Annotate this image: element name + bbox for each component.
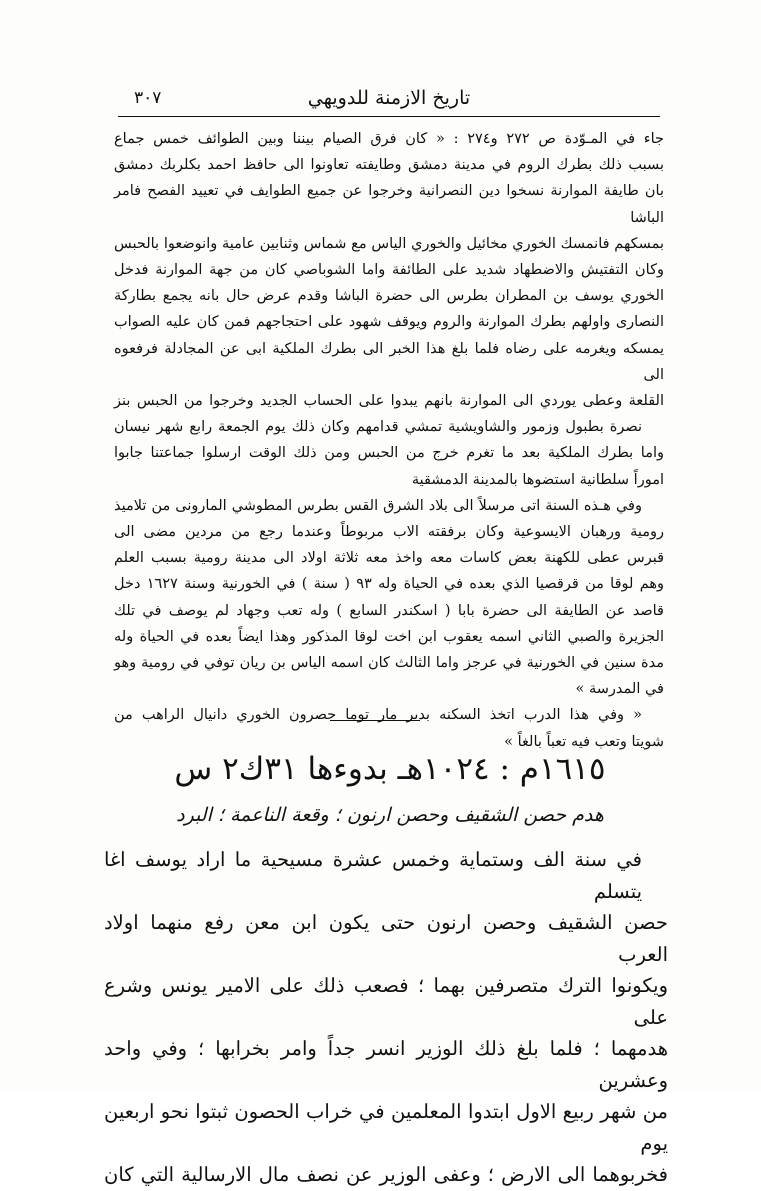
text-line: الخوري يوسف بن المطران بطرس الى حضرة الباشا وقدم عرض حال بانه يجمع بطاركة [114, 288, 664, 305]
text-line: فخربوهما الى الارض ؛ وعفى الوزير عن نصف مال الارسالية التي كان [104, 1163, 668, 1186]
text-line: جاء في المـوّدة ص ٢٧٢ و٢٧٤ : « كان فرق الصيام بيننا وبين الطوائف خمس جماع [114, 131, 664, 147]
text-line: يمسكه ويغرمه على رضاه فلما بلغ هذا الخبر الى بطرك الملكية ابى عن المجادلة فرفعوه الى [114, 340, 664, 383]
text-line: شويتا وتعب فيه تعباً بالغاً » [504, 733, 664, 750]
footnote-block [114, 126, 664, 755]
text-line: الجزيرة والصبي الثاني اسمه يعقوب ابن اخت لوقا المذكور وهذا ايضاً بعده في الحياة وله [114, 628, 664, 645]
footnote-paragraph-1 [114, 126, 664, 493]
text-line: وهم لوقا من قرقصيا الذي بعده في الحياة وله ٩٣ ( سنة ) في الخورنية وسنة ١٦٢٧ دخل [114, 576, 664, 593]
text-line: في المدرسة » [575, 681, 664, 698]
text-line: من شهر ربيع الاول ابتدوا المعلمين في خراب الحصون ثبتوا نحو اربعين يوم [104, 1100, 668, 1155]
text-line: واما بطرك الملكية بعد ما تغرم خرج من الحبس ومن ذلك الوقت ارسلوا جماعتنا جابوا [114, 445, 664, 462]
text-line: نصرة بطبول وزمور والشاويشية تمشي قدامهم وكان ذلك يوم الجمعة رابع شهر نيسان [114, 419, 642, 436]
text-line: رومية ورهبان الايسوعية وكان برفقته الاب مربوطاً وعندما رجع من مردين مضى الى [114, 524, 664, 541]
text-line: ويكونوا الترك متصرفين بهما ؛ فصعب ذلك على الامير يونس وشرع على [104, 974, 668, 1029]
text-line: قاصد عن الطايفة الى حضرة بابا ( اسكندر السابع ) وله تعب وجهاد لم يوصف في تلك [114, 602, 664, 619]
section-divider [330, 720, 420, 721]
year-heading: ١٦١٥م : ١٠٢٤هـ بدوءها ٣١ك٢ س [174, 751, 606, 787]
main-paragraph [104, 844, 668, 1191]
text-line: بمسكهم فانمسك الخوري مخائيل والخوري الياس مع شماس وثنابين عامية وانوضعوا بالحبس [114, 235, 664, 252]
text-line: بسبب ذلك بطرك الروم في مدينة دمشق وطايفته تعاونوا الى حافظ احمد بكلربك دمشق [114, 157, 664, 174]
text-line: هدمهما ؛ فلما بلغ ذلك الوزير انسر جداً وامر بخرابها ؛ وفي واحد وعشرين [104, 1037, 668, 1092]
header-rule [118, 116, 660, 117]
main-text [104, 844, 668, 1191]
text-line: النصارى واولهم بطرك الموارنة والروم ويوقف شهود على احتجاجهم فمن كان عليه الصواب [114, 314, 664, 331]
running-header [118, 84, 660, 114]
text-line: في سنة الف وستماية وخمس عشرة مسيحية ما اراد يوسف اغا يتسلم [104, 848, 642, 903]
running-title: تاريخ الازمنة للدويهي [307, 87, 471, 109]
footnote-paragraph-2 [114, 493, 664, 703]
text-line: وكان التفتيش والاضطهاد شديد على الطائفة واما الشوباصي كان من جهة الموارنة فدخل [114, 262, 664, 279]
text-line: مدة سنين في الخورنية في عرجز واما الثالث كان اسمه الياس بن ريان توفي في رومية وهو [114, 655, 664, 672]
text-line: حصن الشقيف وحصن ارنون حتى يكون ابن معن رفع منهما اولاد العرب [104, 911, 668, 966]
text-line: بان طايفة الموارنة نسخوا دين النصرانية وخرجوا عن جميع الطوايف في تعييد الفصح فامر الباشا [114, 183, 664, 226]
text-line: وفي هـذه السنة اتى مرسلاً الى بلاد الشرق القس بطرس المطوشي المارونى من تلاميذ [114, 497, 642, 514]
text-line: « وفي هذا الدرب اتخذ السكنه بدير مار توما حصرون الخوري دانيال الراهب من [114, 707, 642, 724]
text-line: اموراً سلطانية استضوها بالمدينة الدمشقية [411, 471, 664, 488]
text-line: قبرس عطى للكهنة بعض كاسات معه واخذ معه ثلاثة اولاد الى مدينة رومية بسبب العلم [114, 550, 664, 567]
text-line: القلعة وعطى يوردي الى الموارنة بانهم يبدوا على الحساب الجديد وخرجوا من الحبس بنز [114, 393, 664, 410]
section-heading: هدم حصن الشقيف وحصن ارنون ؛ وقعة الناعمة ؛ البرد [176, 804, 604, 826]
page-number: ٣٠٧ [134, 88, 162, 108]
footnote-paragraph-3 [114, 702, 664, 754]
